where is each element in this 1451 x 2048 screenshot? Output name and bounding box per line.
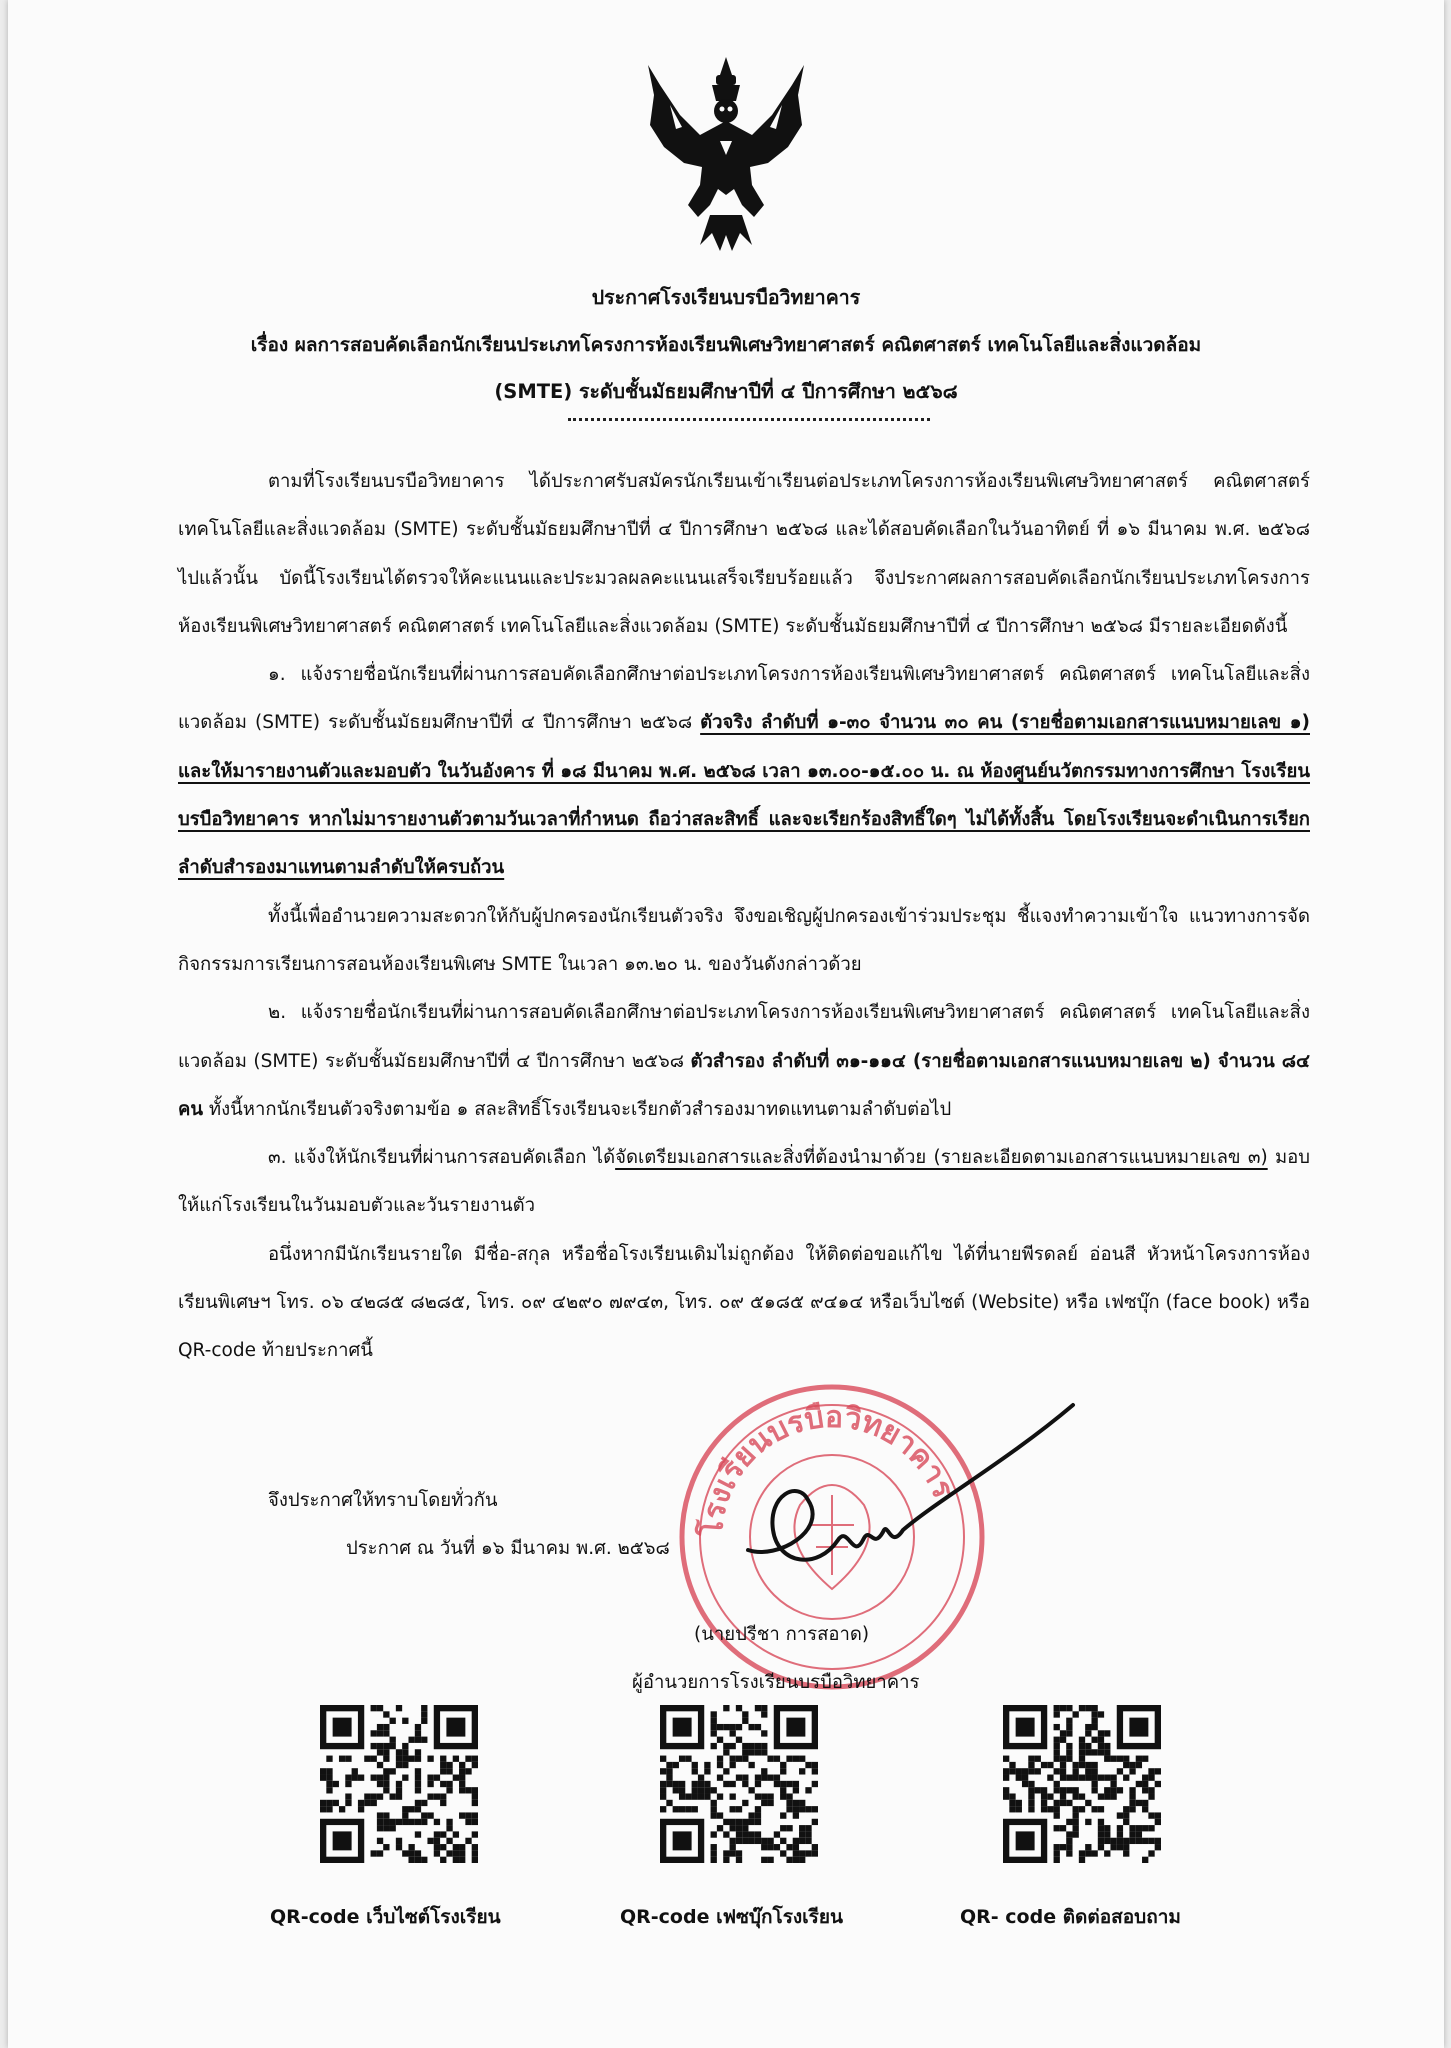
item-2-paragraph [178, 989, 1310, 1134]
closing-line: จึงประกาศให้ทราบโดยทั่วกัน [268, 1490, 498, 1511]
announcement-body [178, 458, 1310, 1376]
announcement-subject: เรื่อง ผลการสอบคัดเลือกนักเรียนประเภทโครงการห้องเรียนพิเศษวิทยาศาสตร์ คณิตศาสตร์ เทคโนโลยีและสิ่งแวดล้อม [250, 334, 1202, 356]
contact-paragraph: อนึ่งหากมีนักเรียนรายใด มีชื่อ-สกุล หรือชื่อโรงเรียนเดิมไม่ถูกต้อง ให้ติดต่อขอแก้ไข ได้ที่นายพีรดลย์ อ่อนสี หัวหน้าโครงการห้องเรียนพิเศษฯ โทร. ๐๖ ๔๒๘๕ ๘๒๘๕, โทร. ๐๙ ๔๒๙๐ ๗๙๔๓, โทร. ๐๙ ๕๑๘๕ ๙๔๑๔ หรือเว็บไซต์ (Website) หรือ เฟซบุ๊ก (face book) หรือ QR-code ท้ายประกาศนี้ [178, 1243, 1310, 1362]
signature [708, 1400, 1078, 1630]
seal-text: โรงเรียนบรบือวิทยาคาร [694, 1399, 961, 1538]
item-1-text: ๑. แจ้งรายชื่อนักเรียนที่ผ่านการสอบคัดเลือกศึกษาต่อประเภทโครงการห้องเรียนพิเศษวิทยาศาสตร์ คณิตศาสตร์ เทคโนโลยีและสิ่งแวดล้อม (SMTE) ระดับชั้นมัธยมศึกษาปีที่ ๔ ปีการศึกษา ๒๕๖๘ [178, 664, 1310, 734]
qr-code-facebook[interactable] [660, 1705, 818, 1863]
qr-label-website: QR-code เว็บไซต์โรงเรียน [270, 1906, 501, 1928]
intro-paragraph: ตามที่โรงเรียนบรบือวิทยาคาร ได้ประกาศรับสมัครนักเรียนเข้าเรียนต่อประเภทโครงการห้องเรียนพิเศษวิทยาศาสตร์ คณิตศาสตร์ เทคโนโลยีและสิ่งแวดล้อม (SMTE) ระดับชั้นมัธยมศึกษาปีที่ ๔ ปีการศึกษา ๒๕๖๘ และได้สอบคัดเลือกในวันอาทิตย์ ที่ ๑๖ มีนาคม พ.ศ. ๒๕๖๘ ไปแล้วนั้น บัดนี้โรงเรียนได้ตรวจให้คะแนนและประมวลผลคะแนนเสร็จเรียบร้อยแล้ว จึงประกาศผลการสอบคัดเลือกนักเรียนประเภทโครงการห้องเรียนพิเศษวิทยาศาสตร์ คณิตศาสตร์ เทคโนโลยีและสิ่งแวดล้อม (SMTE) ระดับชั้นมัธยมศึกษาปีที่ ๔ ปีการศึกษา ๒๕๖๘ มีรายละเอียดดังนี้ [178, 471, 1310, 637]
item-3-tail-text: มอบให้แก่โรงเรียนในวันมอบตัวและวันรายงานตัว [178, 1147, 1311, 1217]
announcement-title: ประกาศโรงเรียนบรบือวิทยาคาร [591, 286, 861, 309]
item-2-tail-text: ทั้งนี้หากนักเรียนตัวจริงตามข้อ ๑ สละสิทธิ์โรงเรียนจะเรียกตัวสำรองมาทดแทนตามลำดับต่อไป [203, 1098, 952, 1120]
qr-code-contact[interactable] [1003, 1705, 1161, 1863]
garuda-emblem [640, 55, 812, 255]
meeting-paragraph: ทั้งนี้เพื่ออำนวยความสะดวกให้กับผู้ปกครองนักเรียนตัวจริง จึงขอเชิญผู้ปกครองเข้าร่วมประชุม ชี้แจงทำความเข้าใจ แนวทางการจัดกิจกรรมการเรียนการสอนห้องเรียนพิเศษ SMTE ในเวลา ๑๓.๒๐ น. ของวันดังกล่าวด้วย [178, 905, 1310, 975]
item-3-underlined-text: จัดเตรียมเอกสารและสิ่งที่ต้องนำมาด้วย (รายละเอียดตามเอกสารแนบหมายเลข ๓) [615, 1147, 1268, 1169]
date-line: ประกาศ ณ วันที่ ๑๖ มีนาคม พ.ศ. ๒๕๖๘ [346, 1538, 670, 1559]
signatory-title: ผู้อำนวยการโรงเรียนบรบือวิทยาคาร [632, 1672, 920, 1693]
dotted-divider [568, 418, 930, 421]
announcement-subject-cont: (SMTE) ระดับชั้นมัธยมศึกษาปีที่ ๔ ปีการศึกษา ๒๕๖๘ [494, 380, 958, 403]
item-3-text: ๓. แจ้งให้นักเรียนที่ผ่านการสอบคัดเลือก ได้ [268, 1147, 616, 1169]
qr-label-facebook: QR-code เฟซบุ๊กโรงเรียน [620, 1906, 843, 1928]
item-1-bold-text: ตัวจริง ลำดับที่ ๑-๓๐ จำนวน ๓๐ คน (รายชื่อตามเอกสารแนบหมายเลข ๑) และให้มารายงานตัวและมอบตัว ในวันอังคาร ที่ ๑๘ มีนาคม พ.ศ. ๒๕๖๘ เวลา ๑๓.๐๐-๑๕.๐๐ น. ณ ห้องศูนย์นวัตกรรมทางการศึกษา โรงเรียนบรบือวิทยาคาร หากไม่มารายงานตัวตามวันเวลาที่กำหนด ถือว่าสละสิทธิ์ และจะเรียกร้องสิทธิ์ใดๆ ไม่ได้ทั้งสิ้น โดยโรงเรียนจะดำเนินการเรียกลำดับสำรองมาแทนตามลำดับให้ครบถ้วน [178, 712, 1310, 879]
qr-label-contact: QR- code ติดต่อสอบถาม [960, 1906, 1181, 1928]
announcement-page [8, 0, 1444, 2048]
item-2-text: ๒. แจ้งรายชื่อนักเรียนที่ผ่านการสอบคัดเลือกศึกษาต่อประเภทโครงการห้องเรียนพิเศษวิทยาศาสตร์ คณิตศาสตร์ เทคโนโลยีและสิ่งแวดล้อม (SMTE) ระดับชั้นมัธยมศึกษาปีที่ ๔ ปีการศึกษา ๒๕๖๘ [178, 1002, 1310, 1072]
item-2-bold-text: ตัวสำรอง ลำดับที่ ๓๑-๑๑๔ (รายชื่อตามเอกสารแนบหมายเลข ๒) จำนวน ๘๔ คน [178, 1050, 1310, 1120]
signatory-name: (นายปรีชา การสอาด) [694, 1624, 870, 1645]
qr-code-website[interactable] [320, 1705, 478, 1863]
item-1-paragraph [178, 651, 1310, 892]
item-3-paragraph [178, 1134, 1310, 1231]
